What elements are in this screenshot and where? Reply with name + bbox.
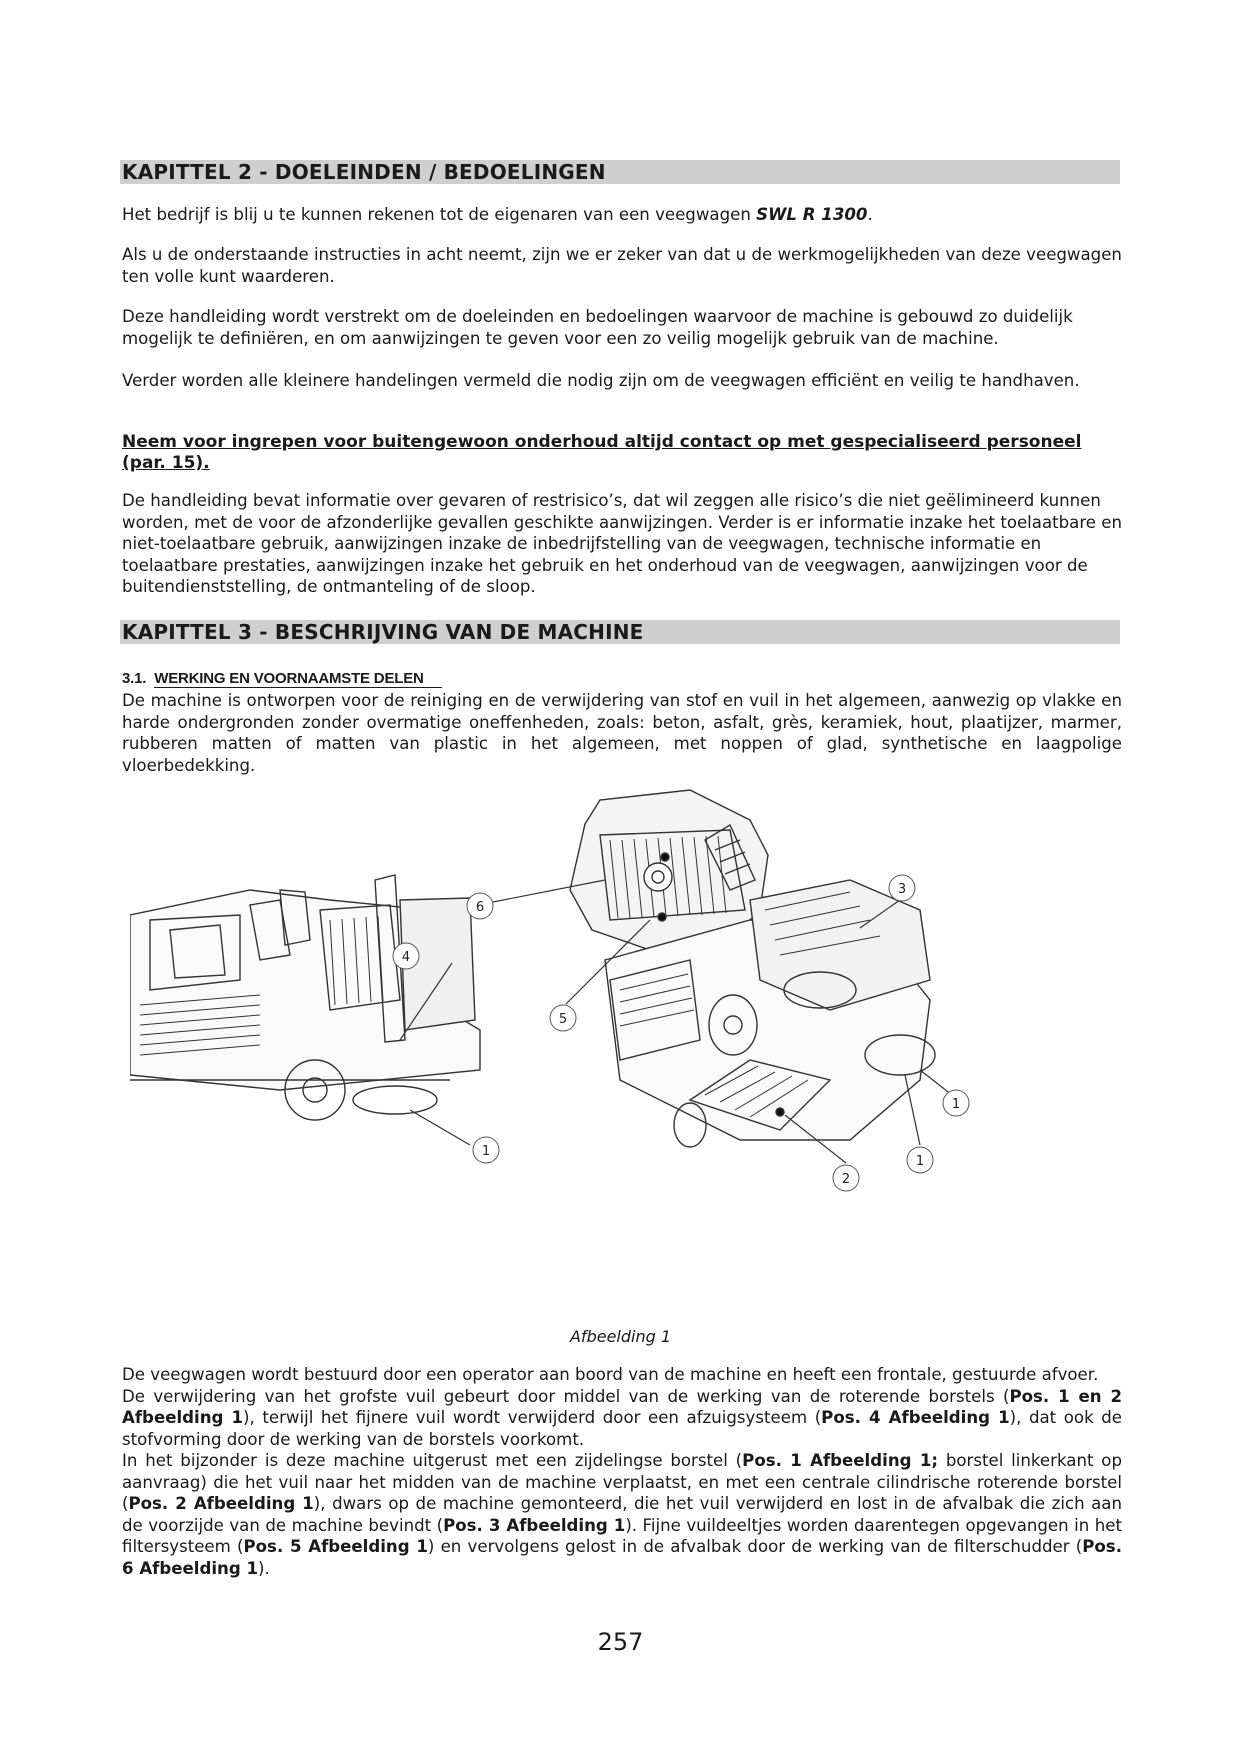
svg-text:6: 6 (475, 900, 485, 915)
figure-caption: Afbeelding 1 (569, 1327, 672, 1346)
callout-1-right-bottom (907, 1147, 933, 1173)
chapter-2-heading: KAPITTEL 2 - DOELEINDEN / BEDOELINGEN (120, 160, 1120, 184)
callout-5 (550, 1005, 576, 1031)
side-view-drawing (130, 875, 480, 1120)
chapter-3-heading: KAPITTEL 3 - BESCHRIJVING VAN DE MACHINE (120, 620, 1120, 644)
callout-6 (467, 893, 493, 919)
intro-paragraph: Het bedrijf is blij u te kunnen rekenen tot de eigenaren van een veegwagen SWL R 1300. (122, 205, 873, 224)
risks-paragraph: De handleiding bevat informatie over gevaren of restrisico’s, dat wil zeggen alle risico’s die niet geëlimineerd kunnen worden, met de voor de afzonderlijke gevallen geschikte aanwijzingen. Verder is er informatie inzake het toelaatbare en niet-toelaatbare gebruik, aanwijzingen inzake de inbedrijfstelling van de veegwagen, technische informatie en toelaatbare prestaties, aanwijzingen inzake het gebruik en het onderhoud van de veegwagen, aanwijzingen voor de buitendienststelling, de ontmanteling of de sloop. (122, 491, 1123, 596)
maintenance-paragraph: Verder worden alle kleinere handelingen vermeld die nodig zijn om de veegwagen efficiënt en veilig te handhaven. (122, 371, 1080, 390)
machine-description-paragraph: De machine is ontworpen voor de reiniging en de verwijdering van stof en vuil in het algemeen, aanwezig op vlakke en harde ondergronden zonder overmatige oneffenheden, zoals: beton, asfalt, grès, keramiek, hout, plaatijzer, marmer, rubberen matten of matten van plastic in het algemeen, met noppen of glad, synthetische en laagpolige vloerbedekking. (122, 691, 1122, 775)
callout-2 (833, 1165, 859, 1191)
model-name: SWL R 1300 (756, 205, 868, 224)
svg-text:1: 1 (915, 1154, 925, 1169)
callout-1-left (473, 1137, 499, 1163)
section-3-1-heading: 3.1. WERKING EN VOORNAAMSTE DELEN (122, 670, 442, 687)
svg-text:1: 1 (951, 1097, 961, 1112)
instructions-paragraph: Als u de onderstaande instructies in acht neemt, zijn we er zeker van dat u de werkmogelijkheden van deze veegwagen ten volle kunt waarderen. (122, 245, 1122, 286)
machine-illustration (130, 780, 1090, 1320)
svg-text:4: 4 (401, 950, 411, 965)
svg-text:2: 2 (841, 1172, 851, 1187)
callout-4 (393, 943, 419, 969)
operation-paragraph: De veegwagen wordt bestuurd door een operator aan boord van de machine en heeft een frontale, gestuurde afvoer. De verwijdering van het grofste vuil gebeurt door middel van de werking van de roterende borstels (Pos. 1 en 2 Afbeelding 1), terwijl het fijnere vuil wordt verwijderd door een afzuigsysteem (Pos. 4 Afbeelding 1), dat ook de stofvorming door de werking van de borstels voorkomt. In het bijzonder is deze machine uitgerust met een zijdelingse borstel (Pos. 1 Afbeelding 1; borstel linkerkant op aanvraag) die het vuil naar het midden van de machine verplaatst, en met een centrale cilindrische roterende borstel (Pos. 2 Afbeelding 1), dwars op de machine gemonteerd, die het vuil verwijderd en lost in de afvalbak die zich aan de voorzijde van de machine bevindt (Pos. 3 Afbeelding 1). Fijne vuildeeltjes worden daarentegen opgevangen in het filtersysteem (Pos. 5 Afbeelding 1) en vervolgens gelost in de afvalbak door de werking van de filterschudder (Pos. 6 Afbeelding 1). (122, 1365, 1123, 1578)
callout-1-right-top (943, 1090, 969, 1116)
maintenance-warning: Neem voor ingrepen voor buitengewoon onderhoud altijd contact op met gespecialiseerd personeel (par. 15). (122, 432, 1082, 473)
svg-text:3: 3 (897, 882, 907, 897)
section-title: WERKING EN VOORNAAMSTE DELEN (154, 670, 441, 688)
svg-text:5: 5 (558, 1012, 568, 1027)
purpose-paragraph: Deze handleiding wordt verstrekt om de doeleinden en bedoelingen waarvoor de machine is gebouwd zo duidelijk mogelijk te definiëren, en om aanwijzingen te geven voor een zo veilig mogelijk gebruik van de machine. (122, 307, 1073, 348)
svg-text:1: 1 (481, 1144, 491, 1159)
page-number: 257 (597, 1628, 644, 1656)
callout-3 (889, 875, 915, 901)
